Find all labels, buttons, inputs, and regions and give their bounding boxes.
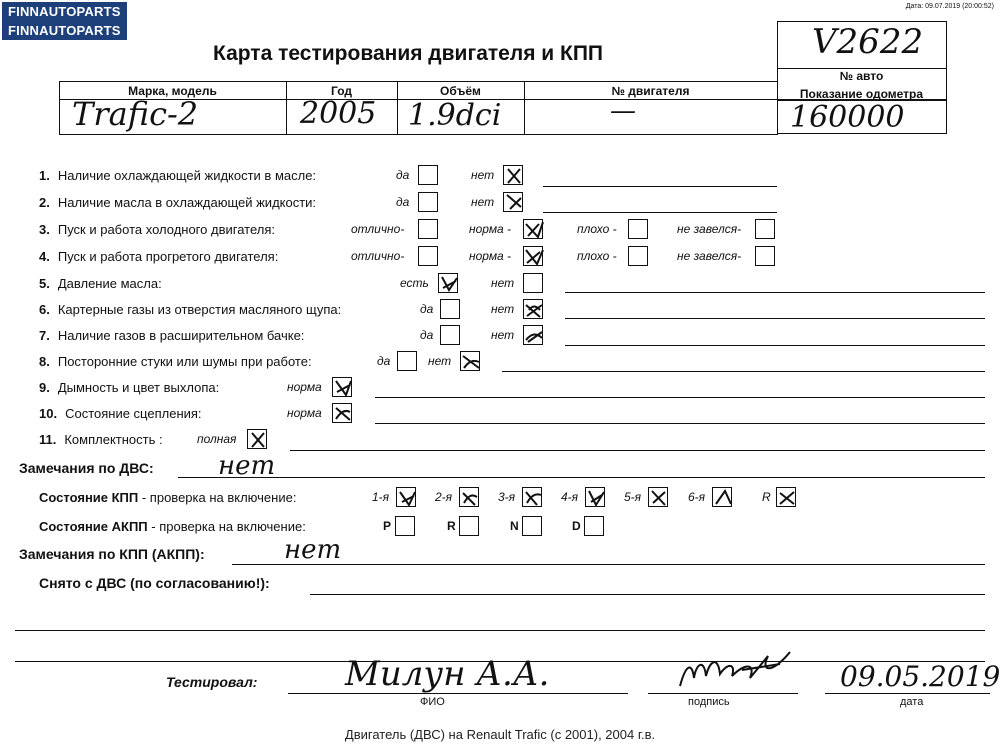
page-title: Карта тестирования двигателя и КПП [213, 42, 604, 65]
gear-label: 6-я [688, 490, 706, 504]
caption: Двигатель (ДВС) на Renault Trafic (с 2001), 2004 г.в. [344, 727, 656, 742]
akpp-mode-label: N [510, 519, 519, 533]
item-number: 3. [39, 222, 50, 237]
checkbox-net-checked[interactable] [503, 192, 523, 212]
tester-name: Милун А.А. [345, 654, 550, 694]
checkbox-otlichno[interactable] [418, 219, 438, 239]
item-text: Наличие газов в расширительном бачке: [57, 328, 305, 343]
item-text: Наличие охлаждающей жидкости в масле: [57, 168, 317, 183]
checklist-item [39, 432, 163, 447]
engine-no-value: — [610, 96, 636, 126]
gear-checkbox-checked[interactable] [396, 487, 416, 507]
item-number: 4. [39, 249, 50, 264]
option-norma: норма [287, 380, 322, 394]
gear-checkbox-checked[interactable] [712, 487, 732, 507]
item-text: Посторонние стуки или шумы при работе: [57, 354, 312, 369]
gear-checkbox-checked[interactable] [776, 487, 796, 507]
checkbox-da[interactable] [440, 325, 460, 345]
auto-no-label: № авто [839, 69, 884, 83]
gear-checkbox-checked[interactable] [585, 487, 605, 507]
print-date: Дата: 09.07.2019 (20:00:52) [905, 3, 994, 10]
checkbox-norma-checked[interactable] [332, 377, 352, 397]
option-da: да [396, 168, 410, 182]
brand-model-header: Марка, модель [128, 84, 217, 98]
item-number: 8. [39, 354, 50, 369]
checkbox-ne-zavelsya[interactable] [755, 219, 775, 239]
item-text: Давление масла: [57, 276, 162, 291]
checkbox-net-checked[interactable] [523, 299, 543, 319]
checkbox-da[interactable] [397, 351, 417, 371]
gear-label: 5-я [624, 490, 642, 504]
option-est: есть [400, 276, 429, 290]
checkbox-norma-checked[interactable] [332, 403, 352, 423]
checklist-item [39, 354, 312, 369]
checkbox-norma-checked[interactable] [523, 246, 543, 266]
checklist-item [39, 380, 219, 395]
checklist-item [39, 249, 278, 264]
gear-checkbox-checked[interactable] [459, 487, 479, 507]
option-da: да [396, 195, 410, 209]
option-net: нет [471, 195, 495, 209]
volume-value: 1.9dci [408, 98, 502, 133]
option-da: да [377, 354, 391, 368]
akpp-label: Состояние АКПП - проверка на включение: [39, 519, 306, 534]
item-text: Дымность и цвет выхлопа: [57, 380, 220, 395]
gear-checkbox-checked[interactable] [648, 487, 668, 507]
checklist-item [39, 406, 202, 421]
checkbox-ploho[interactable] [628, 219, 648, 239]
fio-label: ФИО [420, 696, 445, 708]
checkbox-da[interactable] [418, 192, 438, 212]
gear-checkbox-checked[interactable] [522, 487, 542, 507]
checkbox-ne-zavelsya[interactable] [755, 246, 775, 266]
date-label: дата [900, 696, 924, 708]
akpp-mode-label: P [383, 519, 392, 533]
item-number: 11. [39, 432, 57, 447]
item-text: Картерные газы из отверстия масляного щупа: [57, 302, 342, 317]
remarks-dvs-label: Замечания по ДВС: [19, 460, 154, 476]
model-value: Trafic-2 [72, 95, 199, 133]
option-otlichno: отлично- [351, 222, 405, 236]
checklist-item [39, 302, 341, 317]
item-number: 2. [39, 195, 50, 210]
akpp-checkbox[interactable] [522, 516, 542, 536]
kpp-label: Состояние КПП - проверка на включение: [39, 490, 297, 505]
item-number: 10. [39, 406, 58, 421]
checkbox-net[interactable] [523, 273, 543, 293]
gear-label: 1-я [372, 490, 390, 504]
option-ne-zavelsya: не завелся- [677, 222, 742, 236]
option-ploho: плохо - [577, 249, 617, 263]
car-number-value: V2622 [812, 22, 924, 62]
option-polnaya: полная [197, 432, 237, 446]
gear-label: 2-я [435, 490, 453, 504]
akpp-checkbox[interactable] [459, 516, 479, 536]
date-value: 09.05.2019 [840, 660, 1000, 693]
watermark-logo: FINNAUTOPARTS [2, 2, 127, 21]
akpp-mode-label: D [572, 519, 581, 533]
akpp-mode-label: R [447, 519, 456, 533]
checkbox-net-checked[interactable] [523, 325, 543, 345]
checklist-item [39, 222, 275, 237]
item-text: Пуск и работа холодного двигателя: [57, 222, 275, 237]
signature-label: подпись [688, 696, 730, 708]
gear-label: R [762, 490, 771, 504]
volume-header: Объём [440, 84, 481, 98]
gear-label: 4-я [561, 490, 579, 504]
option-norma: норма - [469, 249, 512, 263]
remarks-kpp-value: нет [284, 535, 342, 565]
item-text: Состояние сцепления: [65, 406, 202, 421]
item-number: 1. [39, 168, 50, 183]
akpp-checkbox[interactable] [395, 516, 415, 536]
item-number: 6. [39, 302, 50, 317]
checkbox-da[interactable] [440, 299, 460, 319]
checklist-item [39, 328, 304, 343]
remarks-kpp-label: Замечания по КПП (АКПП): [19, 546, 205, 562]
checkbox-da[interactable] [418, 165, 438, 185]
remarks-dvs-value: нет [218, 451, 276, 481]
option-net: нет [491, 302, 515, 316]
option-net: нет [428, 354, 452, 368]
checkbox-net-checked[interactable] [460, 351, 480, 371]
option-otlichno: отлично- [351, 249, 405, 263]
tested-label: Тестировал: [166, 674, 258, 690]
option-ploho: плохо - [577, 222, 617, 236]
option-norma: норма [287, 406, 322, 420]
checklist-item [39, 168, 316, 183]
odometer-label: Показание одометра [799, 87, 924, 101]
engine-no-header: № двигателя [611, 84, 690, 98]
checkbox-otlichno[interactable] [418, 246, 438, 266]
item-text: Комплектность : [64, 432, 163, 447]
option-net: нет [491, 328, 515, 342]
option-norma: норма - [469, 222, 512, 236]
checklist-item [39, 276, 162, 291]
checkbox-norma-checked[interactable] [523, 219, 543, 239]
option-da: да [420, 328, 434, 342]
option-net: нет [471, 168, 495, 182]
item-number: 9. [39, 380, 50, 395]
option-net: нет [491, 276, 515, 290]
akpp-checkbox[interactable] [584, 516, 604, 536]
option-ne-zavelsya: не завелся- [677, 249, 742, 263]
signature [672, 634, 802, 696]
odometer-value: 160000 [790, 100, 905, 135]
checkbox-polnaya-checked[interactable] [247, 429, 267, 449]
item-text: Пуск и работа прогретого двигателя: [57, 249, 279, 264]
checkbox-est-checked[interactable] [438, 273, 458, 293]
checkbox-ploho[interactable] [628, 246, 648, 266]
watermark-logo: FINNAUTOPARTS [2, 21, 127, 40]
removed-label: Снято с ДВС (по согласованию!): [39, 575, 270, 591]
item-number: 7. [39, 328, 50, 343]
year-value: 2005 [300, 96, 377, 131]
item-text: Наличие масла в охлаждающей жидкости: [57, 195, 317, 210]
option-da: да [420, 302, 434, 316]
item-number: 5. [39, 276, 50, 291]
checklist-item [39, 195, 316, 210]
year-header: Год [331, 84, 352, 98]
gear-label: 3-я [498, 490, 516, 504]
checkbox-net-checked[interactable] [503, 165, 523, 185]
